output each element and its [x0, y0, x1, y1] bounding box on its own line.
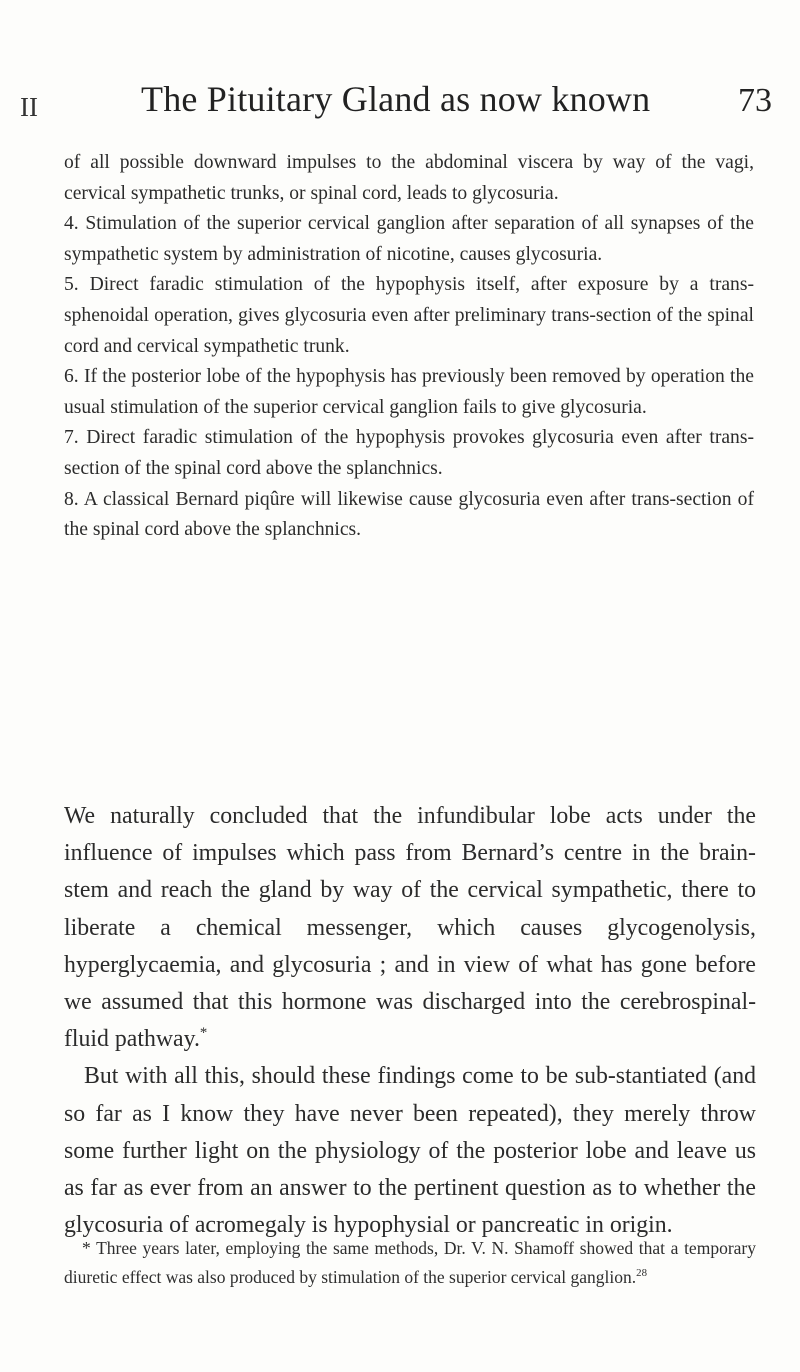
paragraph-text: We naturally concluded that the infundibular lobe acts under the influence of impulses which pass from Bernard’s centre in the brain-stem and reach the gland by way of the cervical sympathetic, there to liberate a chemical messenger, which causes glycogenolysis, hyperglycaemia, and glycosuria ; and in view of what has gone before we assumed that this hormone was discharged into the cerebrospinal-fluid pathway. — [64, 803, 756, 1053]
body-paragraph: But with all this, should these findings come to be sub-stantiated (and so far as I know they have never been repeated), they merely throw some further light on the physiology of the posterior lobe and leave us as far as ever from an answer to the pertinent question as to whether the glycosuria of acromegaly is hypophysial or pancreatic in origin. — [64, 1063, 756, 1239]
list-item: 6. If the posterior lobe of the hypophysis has previously been removed by operation the usual stimulation of the superior cervical ganglion fails to give glycosuria. — [64, 366, 754, 418]
running-title: The Pituitary Gland as now known — [141, 79, 651, 119]
running-head — [20, 78, 772, 138]
footnote-text: Three years later, employing the same methods, Dr. V. N. Shamoff showed that a temporary diuretic effect was also produced by stimulation of the superior cervical ganglion. — [64, 1238, 756, 1287]
numbered-findings — [64, 148, 754, 546]
list-item: of all possible downward impulses to the abdominal viscera by way of the vagi, cervical sympathetic trunks, or spinal cord, leads to glycosuria. — [64, 152, 754, 204]
footnote-marker: * — [82, 1238, 91, 1258]
footnote — [64, 1234, 756, 1291]
body-text — [64, 798, 756, 1244]
footnote-reference: * — [199, 1025, 208, 1042]
list-item: 7. Direct faradic stimulation of the hypophysis provokes glycosuria even after trans-section of the spinal cord above the splanchnics. — [64, 427, 754, 479]
list-item: 8. A classical Bernard piqûre will likewise cause glycosuria even after trans-section of the spinal cord above the splanchnics. — [64, 488, 754, 541]
list-item: 4. Stimulation of the superior cervical ganglion after separation of all synapses of the sympathetic system by administration of nicotine, causes glycosuria. — [64, 213, 754, 265]
list-item: 5. Direct faradic stimulation of the hypophysis itself, after exposure by a trans-sphenoidal operation, gives glycosuria even after preliminary trans-section of the spinal cord and cervical sympathetic trunk. — [64, 274, 754, 357]
page-number: 73 — [738, 82, 772, 119]
body-paragraph — [64, 798, 756, 1058]
footnote-paragraph — [64, 1234, 756, 1291]
citation-reference: 28 — [636, 1266, 647, 1279]
chapter-number: II — [20, 92, 38, 122]
